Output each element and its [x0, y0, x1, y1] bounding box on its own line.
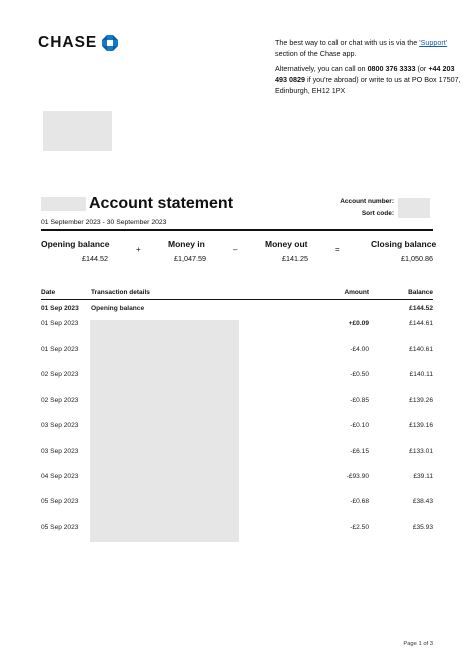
contact-info: [275, 37, 465, 100]
brand-name: CHASE: [38, 34, 98, 51]
row-balance: £139.16: [409, 422, 433, 429]
row-balance: £140.61: [409, 346, 433, 353]
row-date: 01 Sep 2023: [41, 305, 79, 312]
money-in-value: £1,047.59: [174, 254, 206, 263]
col-header-balance: Balance: [408, 289, 433, 296]
opening-balance-label: Opening balance: [41, 239, 110, 249]
statement-period: 01 September 2023 - 30 September 2023: [41, 219, 167, 226]
page-title: Account statement: [89, 195, 234, 212]
row-balance: £39.11: [413, 473, 433, 480]
redacted-account-details: [398, 198, 430, 218]
row-balance: £38.43: [412, 498, 433, 505]
row-amount: -£0.85: [350, 397, 369, 404]
row-date: 05 Sep 2023: [41, 524, 79, 531]
row-date: 03 Sep 2023: [41, 448, 79, 455]
col-header-amount: Amount: [344, 289, 369, 296]
closing-balance-value: £1,050.86: [401, 254, 433, 263]
money-out-value: £141.25: [282, 254, 308, 263]
header-divider: [41, 229, 433, 231]
row-amount: +£0.09: [348, 320, 369, 327]
account-number-label: Account number:: [340, 198, 394, 205]
chase-octagon-icon: [102, 35, 118, 51]
row-amount: -£6.15: [350, 448, 369, 455]
sort-code-label: Sort code:: [361, 210, 394, 217]
row-balance: £133.01: [409, 448, 433, 455]
row-balance: £144.61: [409, 320, 433, 327]
closing-balance-label: Closing balance: [371, 239, 437, 249]
row-details: Opening balance: [91, 305, 145, 312]
plus-operator: +: [136, 245, 141, 254]
col-header-date: Date: [41, 289, 56, 296]
row-date: 02 Sep 2023: [41, 371, 79, 378]
row-balance: £144.52: [409, 305, 433, 312]
redacted-transaction-details: [90, 320, 239, 542]
page-number: Page 1 of 3: [403, 641, 433, 647]
contact-line-2: Alternatively, you can call on 0800 376 3333 (or +44 203 493 0829 if you're abroad) or write to us at PO Box 17507, Edinburgh, EH12 1PX: [275, 64, 461, 95]
row-amount: -£0.68: [350, 498, 369, 505]
row-amount: -£0.10: [350, 422, 369, 429]
row-date: 05 Sep 2023: [41, 498, 79, 505]
row-date: 04 Sep 2023: [41, 473, 79, 480]
chase-logo: [38, 34, 118, 52]
row-amount: -£2.50: [350, 524, 369, 531]
row-balance: £140.11: [409, 371, 433, 378]
money-out-label: Money out: [265, 239, 308, 249]
phone-international: +44 203 493 0829: [275, 64, 455, 84]
row-balance: £139.26: [409, 397, 433, 404]
row-date: 01 Sep 2023: [41, 346, 79, 353]
row-amount: -£93.90: [346, 473, 369, 480]
row-date: 02 Sep 2023: [41, 397, 79, 404]
redacted-address: [43, 111, 112, 151]
opening-balance-value: £144.52: [82, 254, 108, 263]
row-date: 03 Sep 2023: [41, 422, 79, 429]
support-link[interactable]: 'Support': [419, 38, 448, 47]
phone-uk: 0800 376 3333: [367, 64, 416, 73]
row-amount: -£0.50: [350, 371, 369, 378]
minus-operator: –: [233, 245, 238, 254]
row-amount: -£4.00: [350, 346, 369, 353]
table-row: [41, 305, 433, 317]
redacted-name: [41, 197, 86, 211]
contact-line-1: The best way to call or chat with us is via the 'Support' section of the Chase app.: [275, 38, 448, 58]
row-date: 01 Sep 2023: [41, 320, 79, 327]
table-header-divider: [41, 299, 433, 300]
col-header-details: Transaction details: [91, 289, 150, 296]
money-in-label: Money in: [168, 239, 205, 249]
row-balance: £35.93: [412, 524, 433, 531]
equals-operator: =: [335, 245, 340, 254]
